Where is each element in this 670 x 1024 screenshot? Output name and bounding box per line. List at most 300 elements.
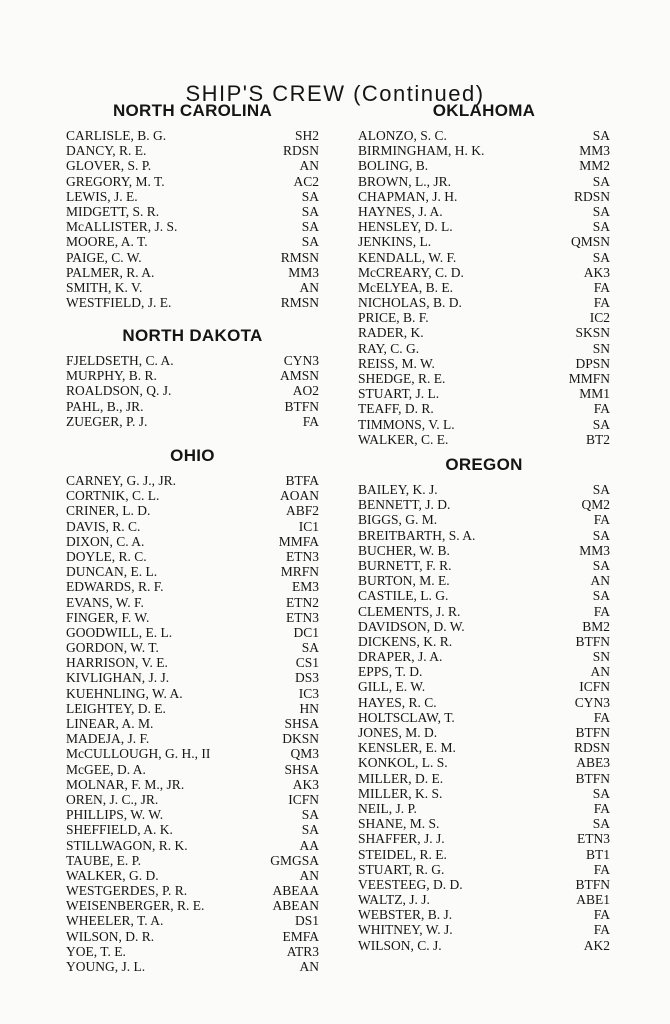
crew-rate: QM2 (581, 497, 610, 513)
crew-entry (66, 838, 319, 853)
crew-entry (358, 204, 610, 219)
crew-entry (66, 898, 319, 913)
crew-name: PAIGE, C. W. (66, 249, 142, 265)
crew-name: TEAFF, D. R. (358, 401, 434, 417)
crew-entry (66, 883, 319, 898)
crew-rate: MM3 (288, 264, 319, 280)
crew-name: BENNETT, J. D. (358, 497, 451, 513)
roster-list (358, 482, 610, 953)
crew-rate: FA (593, 603, 610, 619)
crew-name: MOLNAR, F. M., JR. (66, 776, 185, 792)
crew-name: MILLER, D. E. (358, 770, 444, 786)
crew-name: MOORE, A. T. (66, 234, 148, 250)
crew-entry (358, 847, 610, 862)
crew-name: DICKENS, K. R. (358, 633, 453, 649)
section-north-dakota (66, 326, 319, 429)
crew-rate: SA (301, 807, 319, 823)
crew-name: DAVIS, R. C. (66, 518, 141, 534)
crew-name: RADER, K. (358, 325, 424, 341)
crew-rate: RMSN (280, 295, 319, 311)
crew-name: GLOVER, S. P. (66, 158, 152, 174)
crew-name: SHANE, M. S. (358, 816, 440, 832)
crew-entry (66, 503, 319, 518)
crew-entry (358, 801, 610, 816)
crew-rate: SN (592, 340, 610, 356)
crew-name: BURNETT, F. R. (358, 557, 452, 573)
crew-entry (358, 740, 610, 755)
crew-rate: AOAN (280, 488, 319, 504)
crew-entry (358, 831, 610, 846)
crew-rate: SA (592, 173, 610, 189)
crew-entry (66, 234, 319, 249)
crew-entry (66, 686, 319, 701)
roster-list (358, 128, 610, 447)
section-heading: OREGON (445, 455, 523, 474)
crew-entry (358, 755, 610, 770)
crew-rate: SA (592, 128, 610, 143)
crew-rate: FA (593, 401, 610, 417)
crew-entry (358, 573, 610, 588)
crew-rate: MM2 (579, 158, 610, 174)
crew-entry (358, 234, 610, 249)
crew-name: GORDON, W. T. (66, 640, 159, 656)
right-column-oregon (358, 455, 610, 953)
crew-name: WESTGERDES, P. R. (66, 883, 188, 899)
crew-entry (358, 938, 610, 953)
crew-name: PRICE, B. F. (358, 310, 429, 326)
crew-rate: DKSN (282, 731, 319, 747)
crew-entry (66, 762, 319, 777)
crew-rate: DS1 (294, 913, 319, 929)
crew-rate: BTFN (284, 398, 319, 414)
crew-rate: SH2 (294, 128, 319, 143)
crew-name: BUCHER, W. B. (358, 542, 450, 558)
crew-name: CARLISLE, B. G. (66, 128, 167, 143)
crew-name: McALLISTER, J. S. (66, 219, 178, 235)
crew-rate: AN (299, 279, 319, 295)
crew-rate: SA (301, 188, 319, 204)
crew-entry (358, 664, 610, 679)
crew-entry (358, 174, 610, 189)
crew-entry (358, 189, 610, 204)
crew-name: VEESTEEG, D. D. (358, 876, 463, 892)
crew-name: KUEHNLING, W. A. (66, 685, 183, 701)
crew-name: CRINER, L. D. (66, 503, 151, 519)
crew-name: CHAPMAN, J. H. (358, 188, 458, 204)
crew-name: PHILLIPS, W. W. (66, 807, 164, 823)
crew-name: KIVLIGHAN, J. J. (66, 670, 170, 686)
crew-entry (358, 497, 610, 512)
crew-rate: SA (592, 557, 610, 573)
crew-entry (66, 959, 319, 974)
crew-rate: AN (590, 664, 610, 680)
crew-name: WHITNEY, W. J. (358, 922, 453, 938)
crew-entry (358, 786, 610, 801)
crew-rate: SA (301, 822, 319, 838)
crew-rate: BTFN (575, 633, 610, 649)
crew-name: HENSLEY, D. L. (358, 219, 453, 235)
crew-entry (358, 877, 610, 892)
crew-name: YOE, T. E. (66, 943, 126, 959)
crew-entry (358, 280, 610, 295)
crew-entry (66, 746, 319, 761)
crew-rate: RDSN (573, 740, 610, 756)
crew-name: KENSLER, E. M. (358, 740, 456, 756)
section-heading: NORTH DAKOTA (122, 326, 263, 345)
crew-name: NEIL, J. P. (358, 800, 417, 816)
crew-entry (66, 488, 319, 503)
crew-rate: SA (301, 234, 319, 250)
crew-entry (66, 280, 319, 295)
crew-rate: FA (593, 800, 610, 816)
crew-entry (66, 519, 319, 534)
crew-name: WESTFIELD, J. E. (66, 295, 172, 311)
crew-rate: ABEAN (272, 898, 319, 914)
crew-entry (66, 944, 319, 959)
crew-name: MIDGETT, S. R. (66, 203, 160, 219)
crew-rate: SA (592, 527, 610, 543)
crew-entry (66, 655, 319, 670)
crew-entry (358, 588, 610, 603)
crew-entry (66, 807, 319, 822)
crew-entry (66, 128, 319, 143)
crew-rate: AN (590, 573, 610, 589)
crew-name: McGEE, D. A. (66, 761, 146, 777)
crew-entry (358, 679, 610, 694)
crew-rate: CS1 (295, 655, 319, 671)
crew-name: CLEMENTS, J. R. (358, 603, 461, 619)
section-heading: OKLAHOMA (432, 101, 536, 120)
crew-rate: ICFN (579, 679, 610, 695)
crew-name: KONKOL, L. S. (358, 755, 448, 771)
page-title: SHIP'S CREW (Continued) (185, 80, 485, 106)
crew-name: TIMMONS, V. L. (358, 416, 455, 432)
crew-rate: FA (593, 922, 610, 938)
crew-rate: FA (593, 709, 610, 725)
crew-name: BREITBARTH, S. A. (358, 527, 476, 543)
crew-name: WEBSTER, B. J. (358, 907, 453, 923)
crew-rate: ETN3 (286, 548, 319, 564)
crew-name: GOODWILL, E. L. (66, 624, 173, 640)
roster-list (66, 128, 319, 310)
crew-rate: ATR3 (286, 943, 319, 959)
crew-rate: BM2 (582, 618, 610, 634)
crew-rate: AC2 (293, 173, 319, 189)
left-column-north-dakota (66, 326, 319, 429)
crew-entry (66, 913, 319, 928)
crew-rate: ABE3 (576, 755, 610, 771)
crew-entry (358, 417, 610, 432)
crew-entry (66, 579, 319, 594)
crew-entry (66, 701, 319, 716)
crew-name: WEISENBERGER, R. E. (66, 898, 205, 914)
crew-entry (66, 473, 319, 488)
crew-name: SHEFFIELD, A. K. (66, 822, 173, 838)
crew-rate: MMFA (278, 533, 319, 549)
crew-entry (66, 383, 319, 398)
crew-name: CARNEY, G. J., JR. (66, 473, 177, 488)
crew-rate: SA (592, 219, 610, 235)
crew-entry (358, 432, 610, 447)
crew-name: ALONZO, S. C. (358, 128, 447, 143)
crew-name: HAYNES, J. A. (358, 203, 443, 219)
crew-name: JENKINS, L. (358, 234, 432, 250)
crew-entry (358, 725, 610, 740)
crew-name: DUNCAN, E. L. (66, 564, 158, 580)
crew-entry (358, 128, 610, 143)
crew-name: KENDALL, W. F. (358, 249, 457, 265)
crew-entry (358, 310, 610, 325)
crew-rate: SA (592, 416, 610, 432)
crew-name: PALMER, R. A. (66, 264, 155, 280)
crew-entry (358, 528, 610, 543)
crew-name: LEWIS, J. E. (66, 188, 138, 204)
crew-rate: FA (593, 512, 610, 528)
crew-entry (358, 710, 610, 725)
crew-rate: SA (592, 482, 610, 497)
crew-rate: AK2 (583, 937, 610, 953)
crew-entry (66, 204, 319, 219)
crew-entry (66, 368, 319, 383)
crew-rate: HN (299, 700, 319, 716)
crew-rate: ETN3 (286, 609, 319, 625)
crew-name: STILLWAGON, R. K. (66, 837, 188, 853)
crew-entry (66, 716, 319, 731)
crew-name: WALTZ, J. J. (358, 892, 430, 908)
crew-rate: SA (301, 640, 319, 656)
crew-rate: AA (299, 837, 319, 853)
crew-name: STUART, R. G. (358, 861, 445, 877)
crew-name: LINEAR, A. M. (66, 716, 154, 731)
roster-list (66, 473, 319, 974)
crew-rate: BTFN (575, 876, 610, 892)
crew-rate: BT1 (585, 846, 610, 862)
crew-name: ZUEGER, P. J. (66, 413, 148, 429)
crew-name: DOYLE, R. C. (66, 548, 147, 564)
crew-entry (66, 295, 319, 310)
crew-rate: FA (593, 279, 610, 295)
crew-rate: AN (299, 867, 319, 883)
crew-rate: MM3 (579, 542, 610, 558)
crew-entry (66, 250, 319, 265)
crew-entry (66, 219, 319, 234)
crew-name: LEIGHTEY, D. E. (66, 700, 166, 716)
crew-rate: AN (299, 158, 319, 174)
crew-entry (358, 512, 610, 527)
crew-name: BAILEY, K. J. (358, 482, 438, 497)
crew-entry (66, 414, 319, 429)
crew-name: WALKER, C. E. (358, 431, 449, 447)
section-heading: OHIO (170, 446, 215, 465)
roster-list (66, 353, 319, 429)
crew-entry (358, 543, 610, 558)
crew-rate: AN (299, 959, 319, 974)
crew-entry (358, 341, 610, 356)
crew-name: BIGGS, G. M. (358, 512, 438, 528)
crew-entry (358, 371, 610, 386)
crew-rate: MMFN (568, 371, 610, 386)
crew-name: BOLING, B. (358, 158, 429, 174)
crew-entry (358, 619, 610, 634)
crew-name: GILL, E. W. (358, 679, 426, 695)
crew-entry (66, 731, 319, 746)
crew-rate: BTFN (575, 770, 610, 786)
crew-rate: IC2 (589, 310, 610, 326)
crew-entry (358, 907, 610, 922)
crew-rate: IC1 (298, 518, 319, 534)
crew-rate: SA (301, 219, 319, 235)
crew-name: McCREARY, C. D. (358, 264, 464, 280)
crew-rate: GMGSA (270, 852, 319, 868)
crew-name: OREN, J. C., JR. (66, 791, 159, 807)
crew-entry (358, 295, 610, 310)
crew-entry (66, 595, 319, 610)
crew-rate: QMSN (570, 234, 610, 250)
section-oklahoma (358, 101, 610, 447)
section-oregon (358, 455, 610, 953)
crew-entry (358, 604, 610, 619)
crew-rate: CYN3 (574, 694, 610, 710)
crew-rate: DPSN (575, 355, 610, 371)
crew-rate: MRFN (280, 564, 319, 580)
crew-entry (66, 929, 319, 944)
crew-entry (66, 143, 319, 158)
crew-rate: ICFN (288, 791, 319, 807)
crew-rate: ABF2 (285, 503, 319, 519)
crew-entry (66, 158, 319, 173)
crew-rate: BT2 (585, 431, 610, 447)
crew-name: EPPS, T. D. (358, 664, 423, 680)
crew-rate: ABEAA (272, 883, 319, 899)
crew-rate: AK3 (583, 264, 610, 280)
crew-entry (66, 625, 319, 640)
crew-name: WILSON, C. J. (358, 937, 442, 953)
crew-rate: SA (592, 816, 610, 832)
crew-entry (66, 265, 319, 280)
crew-entry (358, 695, 610, 710)
crew-name: EDWARDS, R. F. (66, 579, 164, 595)
crew-entry (66, 777, 319, 792)
crew-entry (66, 549, 319, 564)
crew-entry (66, 868, 319, 883)
crew-name: WILSON, D. R. (66, 928, 155, 944)
crew-entry (66, 853, 319, 868)
crew-name: McELYEA, B. E. (358, 279, 454, 295)
crew-name: BURTON, M. E. (358, 573, 450, 589)
crew-entry (66, 610, 319, 625)
crew-entry (358, 219, 610, 234)
crew-rate: ETN3 (577, 831, 610, 847)
crew-entry (66, 534, 319, 549)
crew-name: EVANS, W. F. (66, 594, 144, 610)
crew-name: NICHOLAS, B. D. (358, 295, 462, 311)
crew-entry (358, 922, 610, 937)
crew-name: SHEDGE, R. E. (358, 371, 446, 386)
crew-rate: SA (592, 249, 610, 265)
crew-name: GREGORY, M. T. (66, 173, 165, 189)
crew-entry (66, 640, 319, 655)
crew-rate: EM3 (292, 579, 319, 595)
crew-rate: DS3 (294, 670, 319, 686)
crew-rate: FA (593, 295, 610, 311)
crew-rate: BTFA (285, 473, 319, 488)
crew-name: SMITH, K. V. (66, 279, 143, 295)
crew-entry (66, 792, 319, 807)
crew-rate: SN (592, 649, 610, 665)
crew-name: JONES, M. D. (358, 725, 438, 740)
crew-name: MILLER, K. S. (358, 785, 443, 801)
crew-name: FJELDSETH, C. A. (66, 353, 174, 368)
crew-entry (66, 174, 319, 189)
crew-name: DANCY, R. E. (66, 143, 147, 159)
crew-rate: SHSA (284, 761, 319, 777)
crew-rate: RDSN (573, 188, 610, 204)
crew-entry (66, 564, 319, 579)
crew-entry (358, 158, 610, 173)
crew-rate: QM3 (290, 746, 319, 762)
crew-rate: ETN2 (286, 594, 319, 610)
crew-name: SHAFFER, J. J. (358, 831, 445, 847)
crew-name: WALKER, G. D. (66, 867, 159, 883)
crew-entry (358, 386, 610, 401)
crew-entry (66, 189, 319, 204)
crew-name: MURPHY, B. R. (66, 368, 157, 384)
crew-entry (358, 143, 610, 158)
crew-name: FINGER, F. W. (66, 609, 150, 625)
crew-name: BROWN, L., JR. (358, 173, 452, 189)
crew-rate: SA (301, 203, 319, 219)
crew-entry (358, 250, 610, 265)
crew-rate: RDSN (282, 143, 319, 159)
section-ohio (66, 446, 319, 974)
crew-rate: MM1 (579, 386, 610, 402)
crew-entry (358, 862, 610, 877)
crew-rate: SA (592, 588, 610, 604)
crew-rate: BTFN (575, 725, 610, 740)
crew-entry (358, 401, 610, 416)
crew-name: TAUBE, E. P. (66, 852, 142, 868)
crew-name: DAVIDSON, D. W. (358, 618, 465, 634)
crew-rate: CYN3 (283, 353, 319, 368)
crew-entry (358, 356, 610, 371)
crew-rate: ABE1 (576, 892, 610, 908)
crew-entry (66, 822, 319, 837)
crew-rate: SA (592, 203, 610, 219)
crew-name: HARRISON, V. E. (66, 655, 168, 671)
crew-rate: IC3 (298, 685, 319, 701)
crew-name: STUART, J. L. (358, 386, 440, 402)
crew-entry (66, 670, 319, 685)
right-column-oklahoma (358, 101, 610, 447)
crew-rate: SHSA (284, 716, 319, 731)
crew-entry (66, 399, 319, 414)
crew-rate: FA (302, 413, 319, 429)
crew-rate: FA (593, 861, 610, 877)
crew-entry (358, 816, 610, 831)
crew-name: McCULLOUGH, G. H., II (66, 746, 211, 762)
crew-name: HOLTSCLAW, T. (358, 709, 455, 725)
section-heading: NORTH CAROLINA (112, 101, 273, 120)
crew-entry (66, 353, 319, 368)
left-column (66, 101, 319, 310)
crew-rate: AO2 (292, 383, 319, 399)
crew-name: MADEJA, J. F. (66, 731, 150, 747)
crew-name: DRAPER, J. A. (358, 649, 443, 665)
crew-name: CASTILE, L. G. (358, 588, 449, 604)
crew-name: YOUNG, J. L. (66, 959, 146, 974)
left-column-ohio (66, 446, 319, 974)
crew-rate: AK3 (292, 776, 319, 792)
